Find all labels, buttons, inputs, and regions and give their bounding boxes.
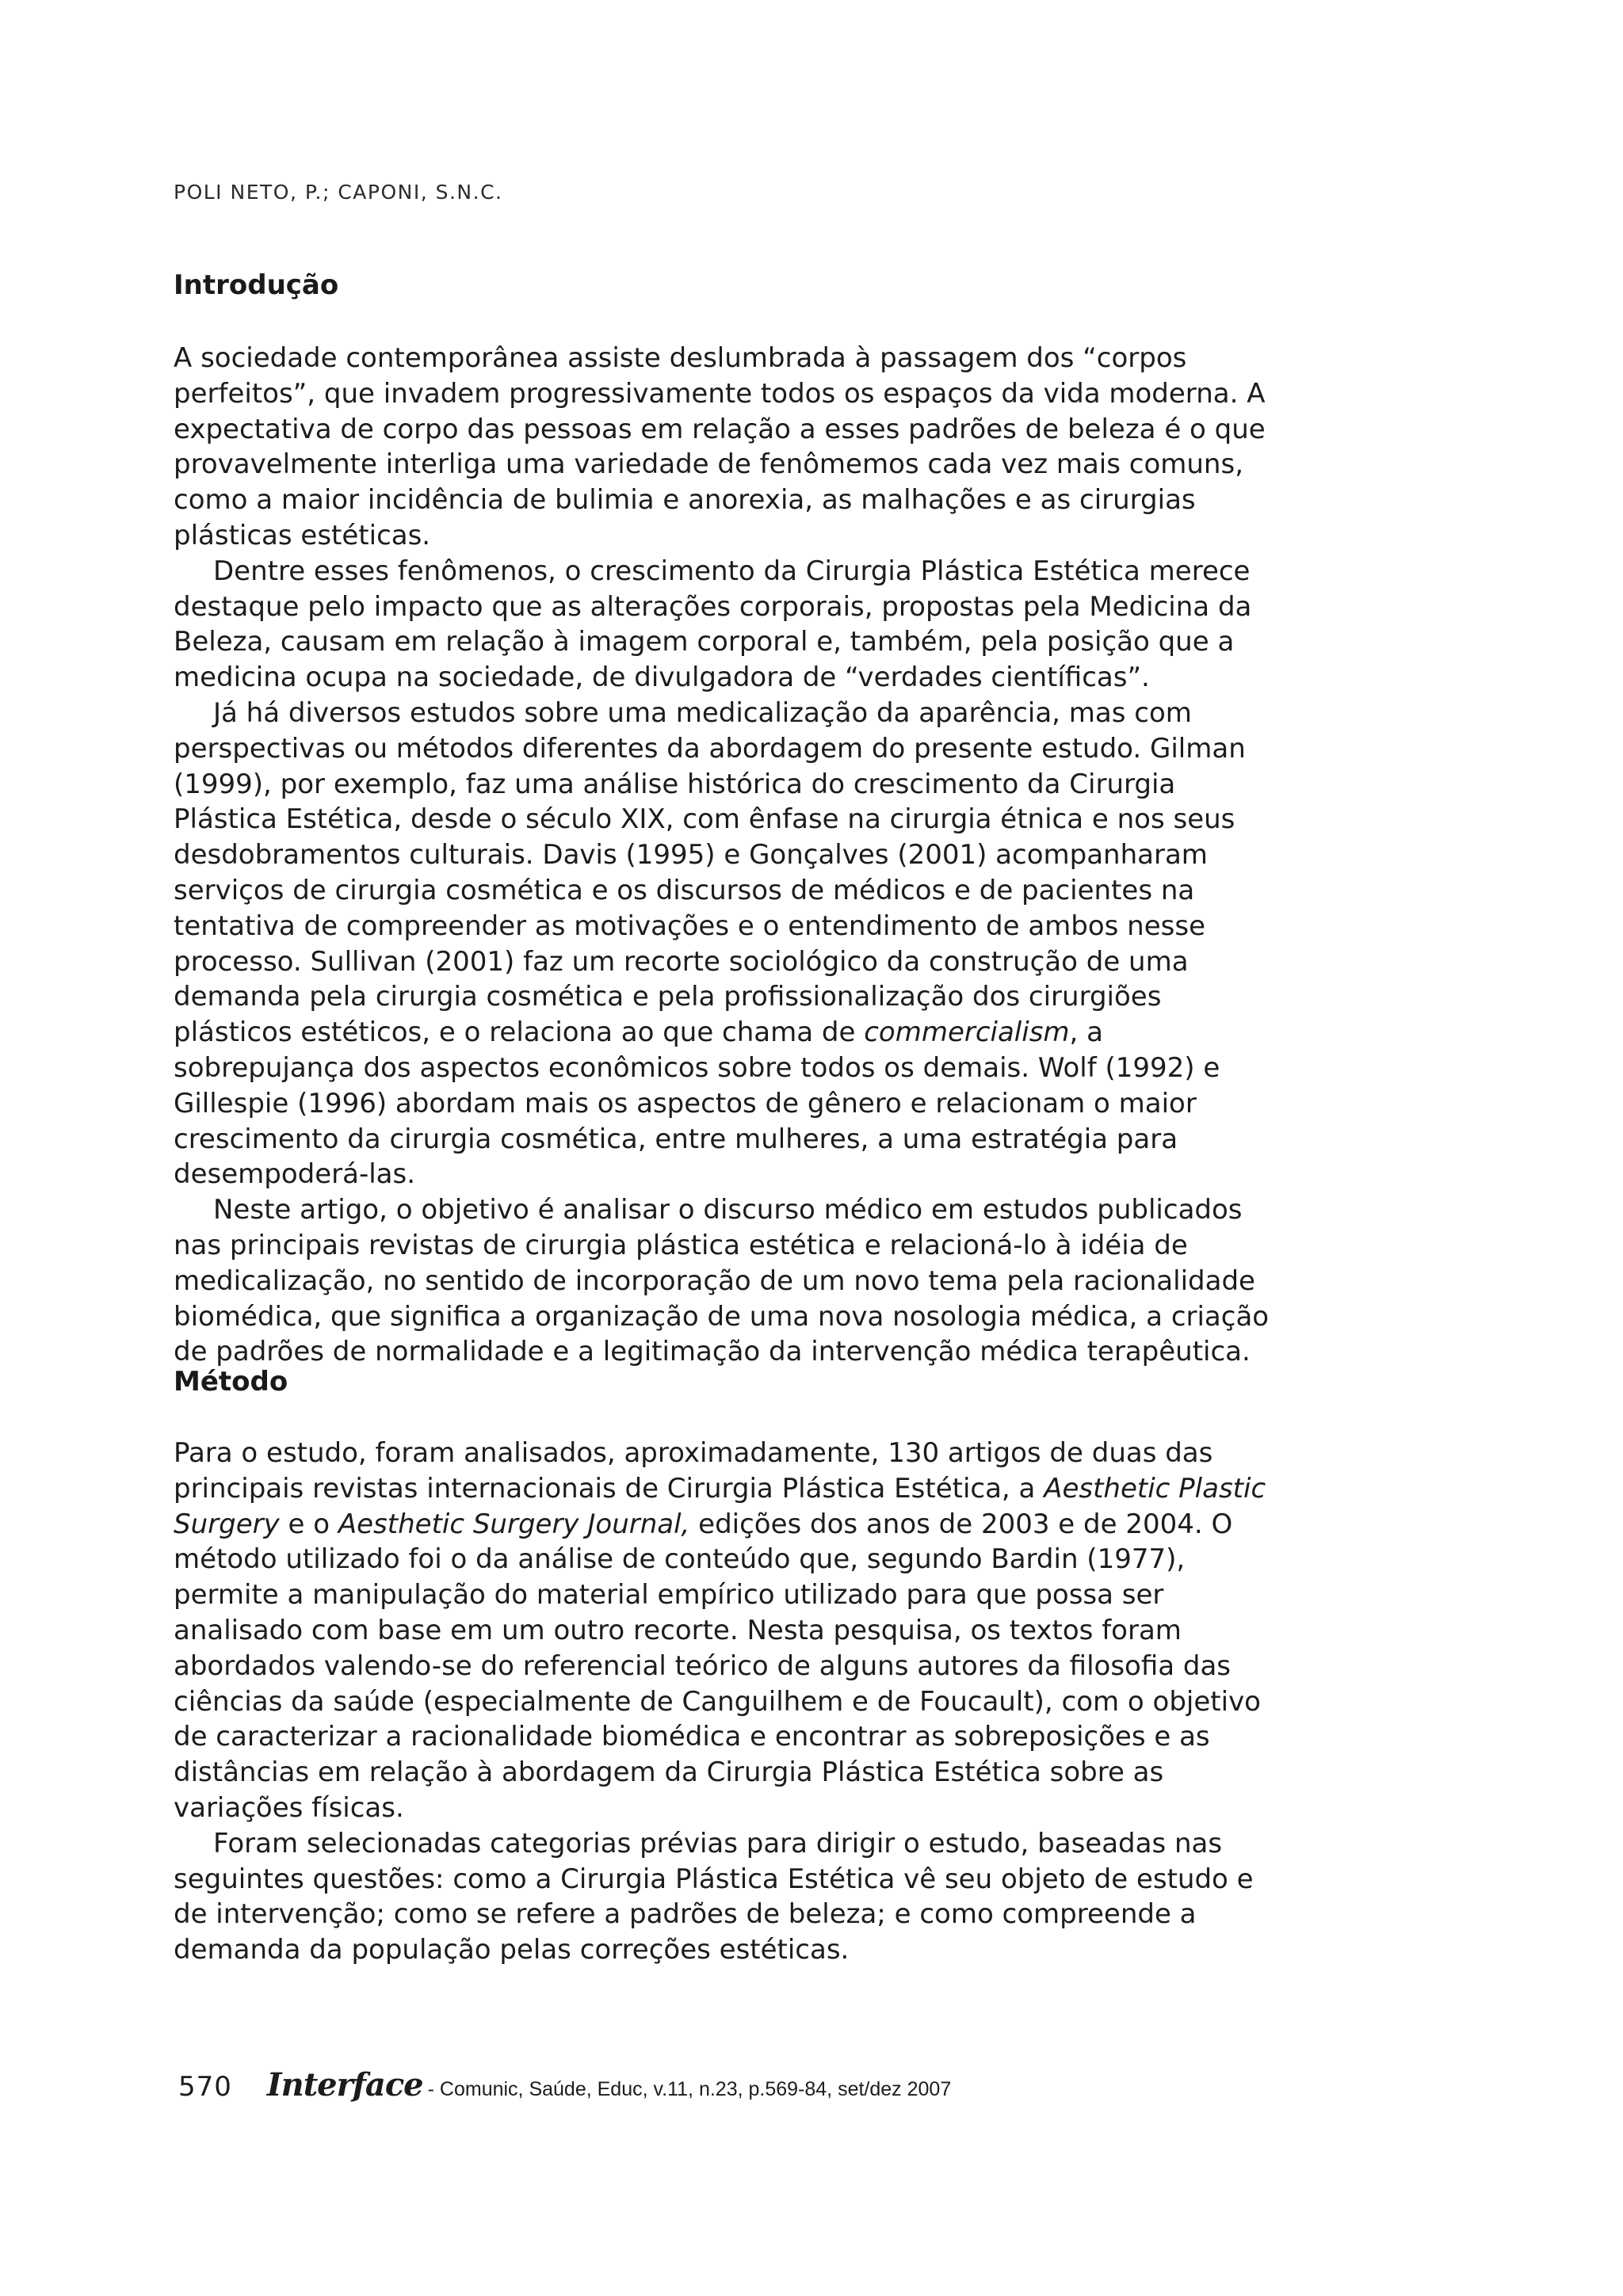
introduction-body <box>174 341 1283 1370</box>
commercialism-term: commercialism <box>864 1016 1070 1049</box>
journal-logo: Interface <box>266 2066 423 2103</box>
intro-paragraph-3-text-b: , a sobrepujança dos aspectos econômicos sobre todos os demais. Wolf (1992) e Gillespie (1996) abordam mais os aspectos de gênero e relacionam o maior crescimento da cirurgia cosmética, entre mulheres, a uma estratégia para desempoderá-las. <box>174 1016 1220 1191</box>
page-footer <box>174 2066 951 2103</box>
journal-citation: - Comunic, Saúde, Educ, v.11, n.23, p.569-84, set/dez 2007 <box>427 2078 952 2100</box>
intro-paragraph-3 <box>174 696 1283 1192</box>
method-paragraph-1 <box>174 1436 1283 1826</box>
intro-paragraph-4: Neste artigo, o objetivo é analisar o discurso médico em estudos publicados nas principais revistas de cirurgia plástica estética e relacioná-lo à idéia de medicalização, no sentido de incorporação de um novo tema pela racionalidade biomédica, que significa a organização de uma nova nosologia médica, a criação de padrões de normalidade e a legitimação da intervenção médica terapêutica. <box>174 1194 1270 1368</box>
method-paragraph-1-text-b: e o <box>279 1508 338 1540</box>
method-paragraph-2: Foram selecionadas categorias prévias para dirigir o estudo, baseadas nas seguintes questões: como a Cirurgia Plástica Estética vê seu objeto de estudo e de intervenção; como se refere a padrões de beleza; e como compreende a demanda da população pelas correções estéticas. <box>174 1827 1254 1966</box>
method-paragraph-1-text-c: edições dos anos de 2003 e de 2004. O método utilizado foi o da análise de conteúdo que, segundo Bardin (1977), permite a manipulação do material empírico utilizado para que possa ser analisado com base em um outro recorte. Nesta pesquisa, os textos foram abordados valendo-se do referencial teórico de alguns autores da filosofia das ciências da saúde (especialmente de Canguilhem e de Foucault), com o objetivo de caracterizar a racionalidade biomédica e encontrar as sobreposições e as distâncias em relação à abordagem da Cirurgia Plástica Estética sobre as variações físicas. <box>174 1508 1261 1824</box>
method-heading: Método <box>174 1366 288 1398</box>
running-head: POLI NETO, P.; CAPONI, S.N.C. <box>174 181 503 204</box>
intro-paragraph-1: A sociedade contemporânea assiste deslumbrada à passagem dos “corpos perfeitos”, que invadem progressivamente todos os espaços da vida moderna. A expectativa de corpo das pessoas em relação a esses padrões de beleza é o que provavelmente interliga uma variedade de fenômemos cada vez mais comuns, como a maior incidência de bulimia e anorexia, as malhações e as cirurgias plásticas estéticas. <box>174 342 1266 551</box>
introduction-heading: Introdução <box>174 269 339 301</box>
intro-paragraph-3-text-a: Já há diversos estudos sobre uma medicalização da aparência, mas com perspectivas ou métodos diferentes da abordagem do presente estudo. Gilman (1999), por exemplo, faz uma análise histórica do crescimento da Cirurgia Plástica Estética, desde o século XIX, com ênfase na cirurgia étnica e nos seus desdobramentos culturais. Davis (1995) e Gonçalves (2001) acompanharam serviços de cirurgia cosmética e os discursos de médicos e de pacientes na tentativa de compreender as motivações e o entendimento de ambos nesse processo. Sullivan (2001) faz um recorte sociológico da construção de uma demanda pela cirurgia cosmética e pela profissionalização dos cirurgiões plásticos estéticos, e o relaciona ao que chama de <box>174 696 1246 1049</box>
journal-title-aesthetic-surgery-journal: Aesthetic Surgery Journal, <box>338 1508 690 1540</box>
intro-paragraph-2: Dentre esses fenômenos, o crescimento da Cirurgia Plástica Estética merece destaque pelo impacto que as alterações corporais, propostas pela Medicina da Beleza, causam em relação à imagem corporal e, também, pela posição que a medicina ocupa na sociedade, de divulgadora de “verdades científicas”. <box>174 555 1252 694</box>
method-body <box>174 1436 1283 1968</box>
method-paragraph-1-text-a: Para o estudo, foram analisados, aproximadamente, 130 artigos de duas das principais revistas internacionais de Cirurgia Plástica Estética, a <box>174 1437 1213 1505</box>
journal-title-aesthetic-plastic-surgery: Aesthetic Plastic Surgery <box>174 1472 1266 1540</box>
page-number: 570 <box>178 2071 232 2103</box>
